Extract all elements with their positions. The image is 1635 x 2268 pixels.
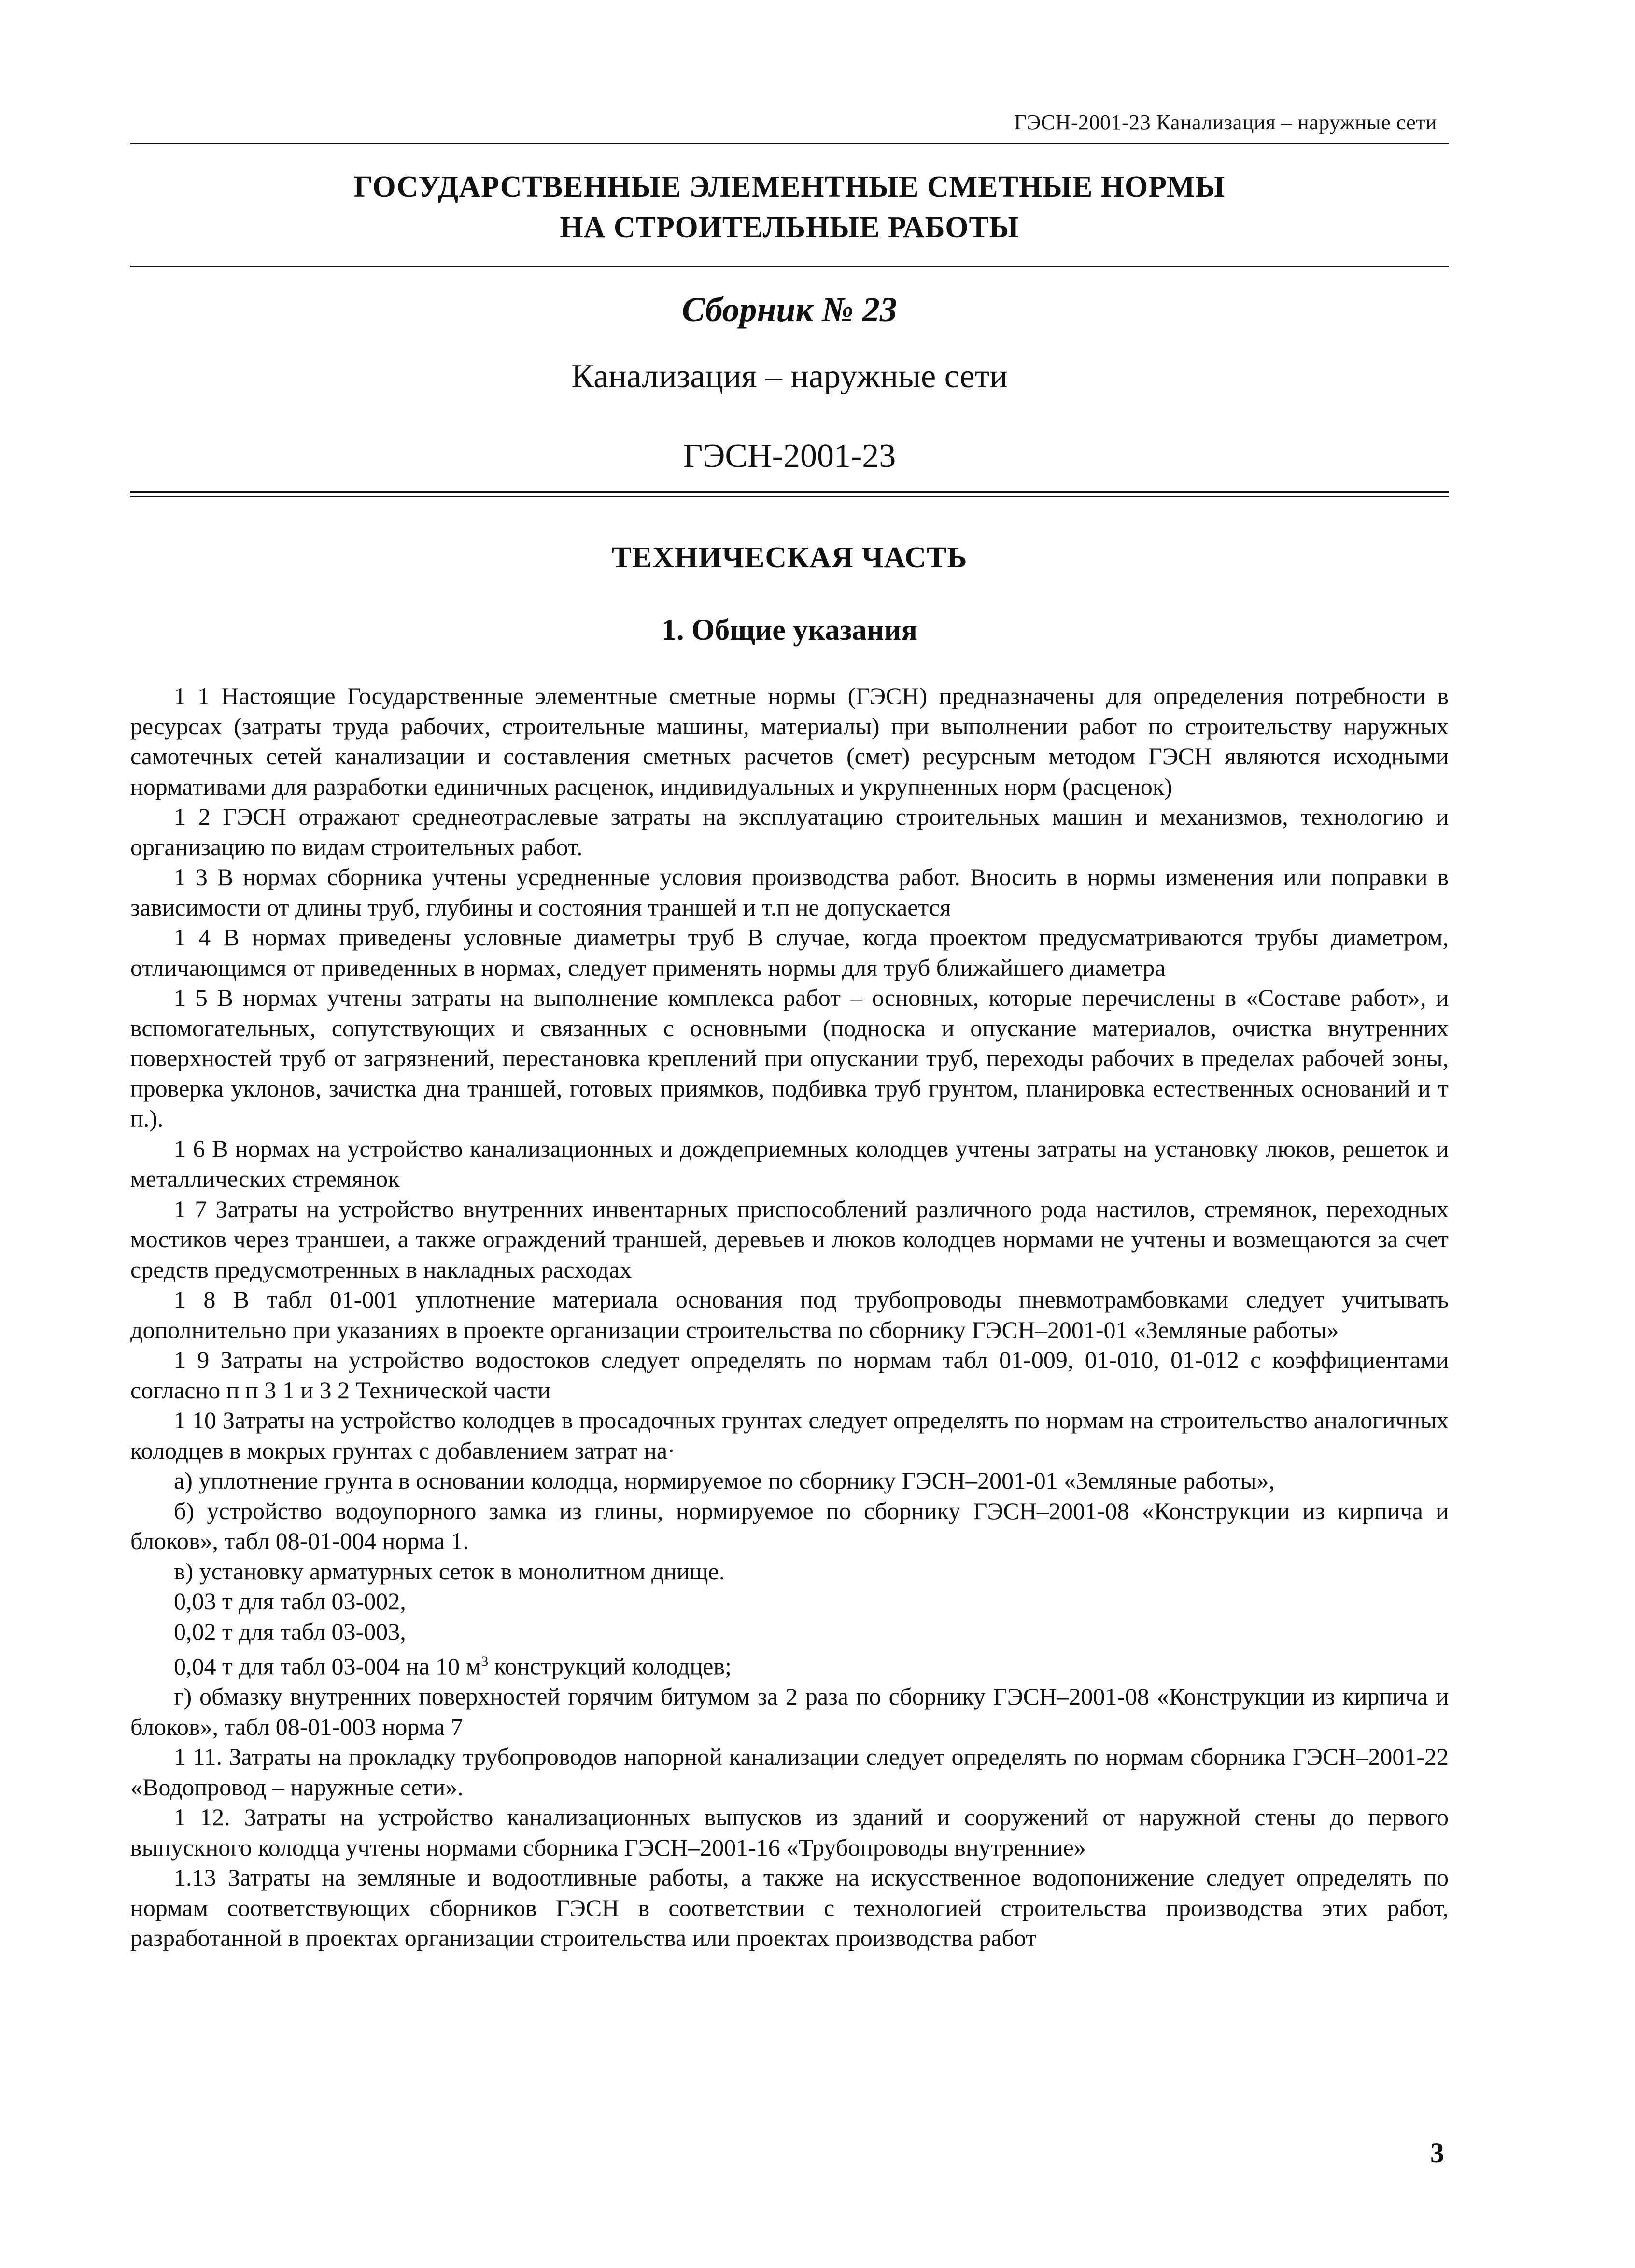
page-number: 3	[1430, 2137, 1444, 2169]
list-item: г) обмазку внутренних поверхностей горячим битумом за 2 раза по сборнику ГЭСН–2001-08 «Конструкции из кирпича и блоков», табл 08-01-003 норма 7	[130, 1683, 1449, 1740]
section-title: ТЕХНИЧЕСКАЯ ЧАСТЬ	[611, 541, 968, 574]
rate-line-suffix: конструкций колодцев;	[488, 1652, 732, 1680]
code-rule-thick	[130, 491, 1449, 493]
paragraph: 1 1 Настоящие Государственные элементные сметные нормы (ГЭСН) предназначены для определения потребности в ресурсах (затраты труда рабочих, строительные машины, материалы) при выполнении работ по строительству наружных самотечных сетей канализации и составления сметных расчетов (смет) ресурсным методом ГЭСН являются исходными нормативами для разработки единичных расценок, индивидуальных и укрупненных норм (расценок)	[130, 682, 1449, 800]
code-rule-thin	[130, 496, 1449, 497]
paragraph: 1 8 В табл 01-001 уплотнение материала основания под трубопроводы пневмотрамбовками следует учитывать дополнительно при указаниях в проекте организации строительства по сборнику ГЭСН–2001-01 «Земляные работы»	[130, 1286, 1449, 1343]
paragraph: 1 9 Затраты на устройство водостоков следует определять по нормам табл 01-009, 01-010, 01-012 с коэффициентами согласно п п 3 1 и 3 2 Технической части	[130, 1346, 1449, 1404]
paragraph: 1 6 В нормах на устройство канализационных и дождеприемных колодцев учтены затраты на установку люков, решеток и металлических стремянок	[130, 1135, 1449, 1192]
paragraph: 1 11. Затраты на прокладку трубопроводов напорной канализации следует определять по нормам сборника ГЭСН–2001-22 «Водопровод – наружные сети».	[130, 1743, 1449, 1801]
paragraph: 1 12. Затраты на устройство канализационных выпусков из зданий и сооружений от наружной стены до первого выпускного колодца учтены нормами сборника ГЭСН–2001-16 «Трубопроводы внутренние»	[130, 1803, 1449, 1861]
rate-line: 0,03 т для табл 03-002,	[174, 1588, 406, 1615]
paragraph: 1 7 Затраты на устройство внутренних инвентарных приспособлений различного рода настилов, стремянок, переходных мостиков через траншеи, а также ограждений траншей, деревьев и люков колодцев нормами не учтены и возмещаются за счет средств предусмотренных в накладных расходах	[130, 1195, 1449, 1283]
title-rule	[130, 266, 1449, 267]
unit-superscript: 3	[481, 1653, 489, 1669]
running-header: ГЭСН-2001-23 Канализация – наружные сети	[1014, 111, 1437, 134]
paragraph: 1 10 Затраты на устройство колодцев в просадочных грунтах следует определять по нормам на строительство аналогичных колодцев в мокрых грунтах с добавлением затрат на·	[130, 1407, 1449, 1464]
header-rule	[130, 143, 1449, 144]
rate-line-prefix: 0,04 т для табл 03-004 на 10 м	[174, 1652, 481, 1680]
list-item: б) устройство водоупорного замка из глины, нормируемое по сборнику ГЭСН–2001-08 «Конструкции из кирпича и блоков», табл 08-01-004 норма 1.	[130, 1497, 1449, 1554]
document-title-line-2: НА СТРОИТЕЛЬНЫЕ РАБОТЫ	[560, 211, 1019, 244]
list-item: а) уплотнение грунта в основании колодца, нормируемое по сборнику ГЭСН–2001-01 «Земляные работы»,	[174, 1467, 1275, 1494]
paragraph: 1 3 В нормах сборника учтены усредненные условия производства работ. Вносить в нормы изменения или поправки в зависимости от длины труб, глубины и состояния траншей и т.п не допускается	[130, 863, 1449, 921]
paragraph: 1 2 ГЭСН отражают среднеотраслевые затраты на эксплуатацию строительных машин и механизмов, технологию и организацию по видам строительных работ.	[130, 803, 1449, 860]
norm-code: ГЭСН-2001-23	[683, 437, 896, 475]
paragraph: 1 5 В нормах учтены затраты на выполнение комплекса работ – основных, которые перечислены в «Составе работ», и вспомогательных, сопутствующих и связанных с основными (подноска и опускание материалов, очистка внутренних поверхностей труб от загрязнений, перестановка креплений при опускании труб, переходы рабочих в пределах рабочей зоны, проверка уклонов, зачистка дна траншей, готовых приямков, подбивка труб грунтом, планировка естественных оснований и т п.).	[130, 984, 1449, 1132]
document-title-line-1: ГОСУДАРСТВЕННЫЕ ЭЛЕМЕНТНЫЕ СМЕТНЫЕ НОРМЫ	[353, 170, 1226, 203]
rate-line	[130, 1647, 1449, 1681]
list-item: в) установку арматурных сеток в монолитном днище.	[174, 1557, 725, 1585]
rate-line: 0,02 т для табл 03-003,	[174, 1618, 406, 1645]
document-title	[130, 167, 1449, 248]
subsection-title: 1. Общие указания	[662, 614, 917, 647]
paragraph: 1.13 Затраты на земляные и водоотливные работы, а также на искусственное водопонижение следует определять по нормам соответствующих сборников ГЭСН в соответствии с технологией строительства производства этих работ, разработанной в проектах организации строительства или проектах производства работ	[130, 1864, 1449, 1952]
paragraph: 1 4 В нормах приведены условные диаметры труб В случае, когда проектом предусматриваются трубы диаметром, отличающимся от приведенных в нормах, следует применять нормы для труб ближайшего диаметра	[130, 924, 1449, 981]
body-text	[130, 681, 1449, 1953]
collection-subtitle: Канализация – наружные сети	[571, 358, 1008, 395]
collection-label: Сборник № 23	[682, 290, 897, 329]
